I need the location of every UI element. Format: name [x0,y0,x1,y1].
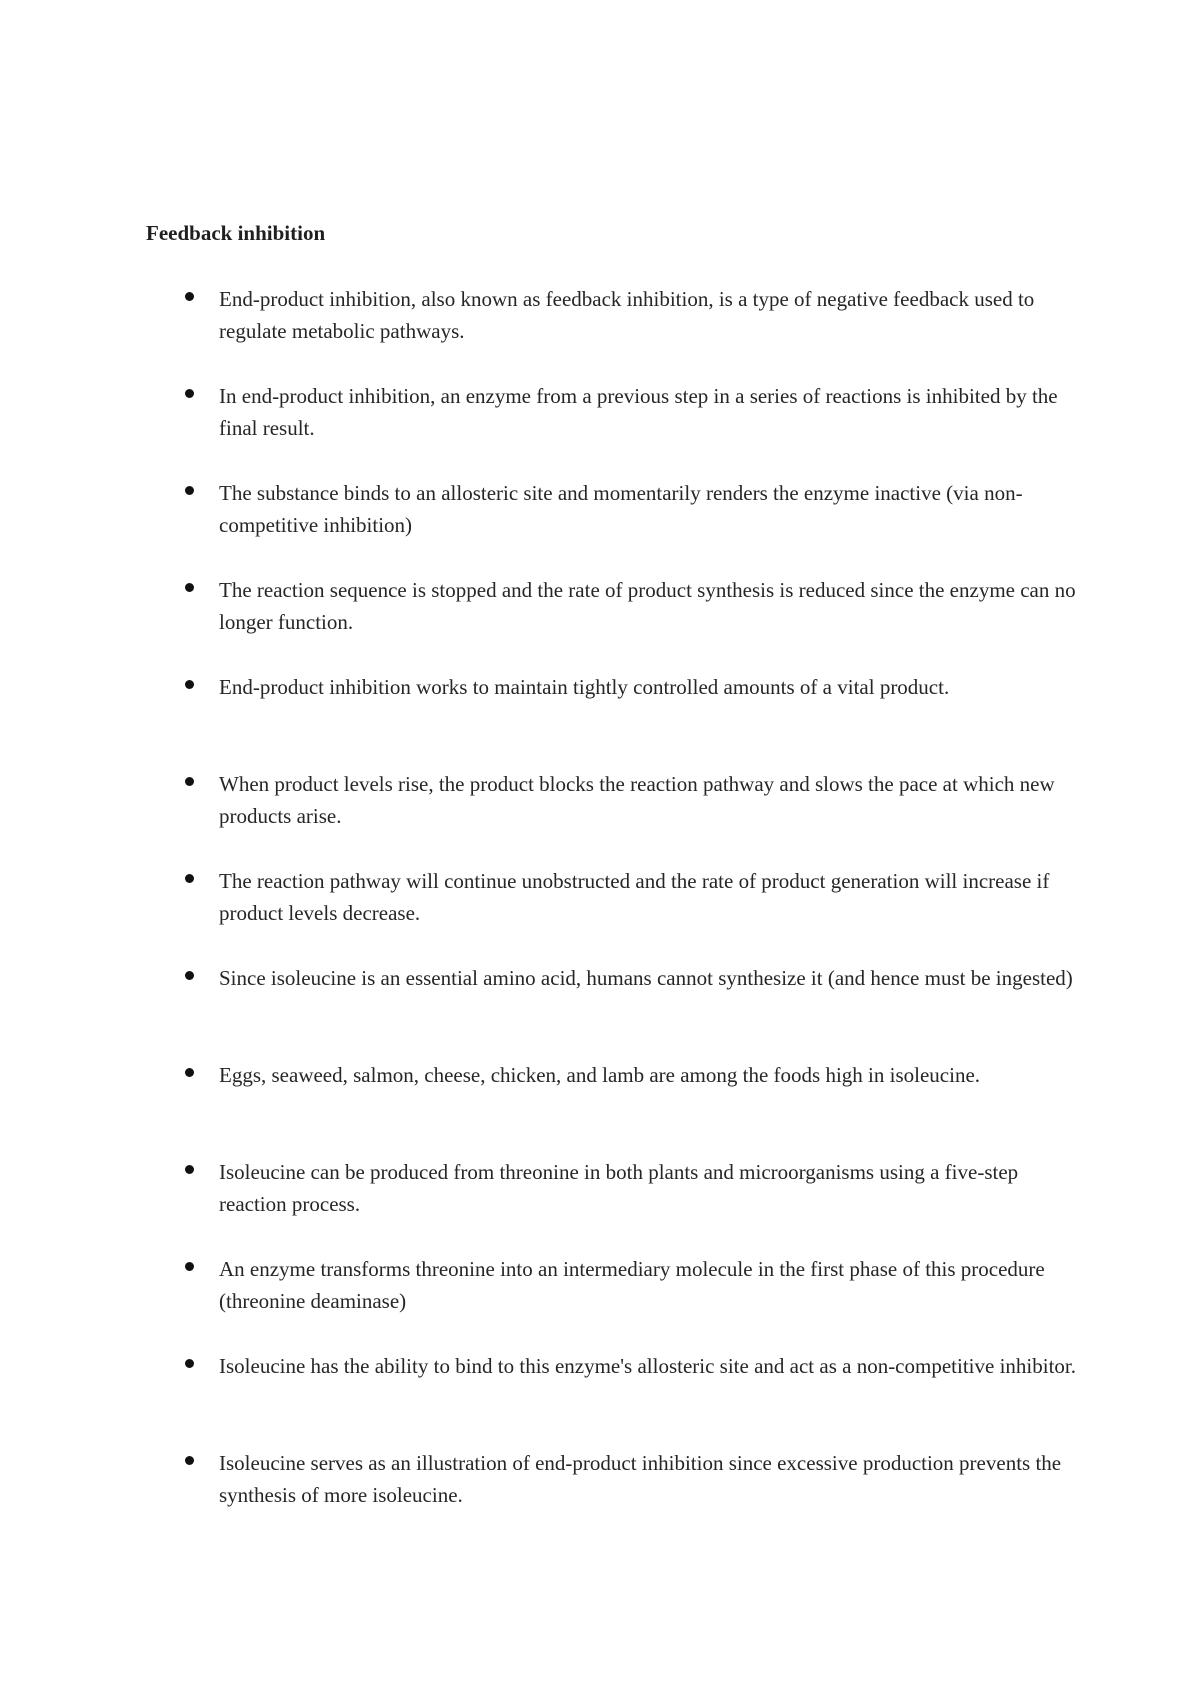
bullet-icon [185,680,194,689]
bullet-icon [185,1262,194,1271]
list-item [0,865,1200,962]
list-item-text: Isoleucine serves as an illustration of end-product inhibition since excessive production prevents the synthesis of more isoleucine. [219,1451,1062,1507]
bullet-list [0,283,1200,1544]
list-item-text: Since isoleucine is an essential amino acid, humans cannot synthesize it (and hence must be ingested) [219,966,1073,990]
list-item-text: End-product inhibition works to maintain tightly controlled amounts of a vital product. [219,675,950,699]
bullet-icon [185,486,194,495]
bullet-icon [185,874,194,883]
list-item [0,477,1200,574]
list-item [0,574,1200,671]
bullet-icon [185,1359,194,1368]
bullet-icon [185,583,194,592]
list-item-text: Eggs, seaweed, salmon, cheese, chicken, and lamb are among the foods high in isoleucine. [219,1063,981,1087]
list-item-text: Isoleucine has the ability to bind to this enzyme's allosteric site and act as a non-competitive inhibitor. [219,1354,1076,1378]
list-item [0,283,1200,380]
document-title: Feedback inhibition [146,221,326,245]
list-item [0,768,1200,865]
list-item [0,1253,1200,1350]
list-item [0,671,1200,768]
bullet-icon [185,389,194,398]
list-item-text: An enzyme transforms threonine into an intermediary molecule in the first phase of this procedure (threonine deaminase) [219,1257,1045,1313]
list-item-text: When product levels rise, the product blocks the reaction pathway and slows the pace at which new products arise. [219,772,1055,828]
bullet-icon [185,777,194,786]
bullet-icon [185,1165,194,1174]
list-item [0,1059,1200,1156]
list-item-text: The substance binds to an allosteric site and momentarily renders the enzyme inactive (via non-competitive inhibition) [219,481,1023,537]
list-item [0,1156,1200,1253]
bullet-icon [185,971,194,980]
bullet-icon [185,1456,194,1465]
list-item-text: The reaction pathway will continue unobstructed and the rate of product generation will increase if product levels decrease. [219,869,1050,925]
list-item-text: Isoleucine can be produced from threonine in both plants and microorganisms using a five-step reaction process. [219,1160,1019,1216]
list-item [0,380,1200,477]
bullet-icon [185,292,194,301]
list-item-text: End-product inhibition, also known as feedback inhibition, is a type of negative feedback used to regulate metabolic pathways. [219,287,1035,343]
list-item [0,1447,1200,1544]
list-item [0,1350,1200,1447]
list-item-text: The reaction sequence is stopped and the rate of product synthesis is reduced since the enzyme can no longer function. [219,578,1076,634]
list-item [0,962,1200,1059]
list-item-text: In end-product inhibition, an enzyme from a previous step in a series of reactions is inhibited by the final result. [219,384,1058,440]
bullet-icon [185,1068,194,1077]
